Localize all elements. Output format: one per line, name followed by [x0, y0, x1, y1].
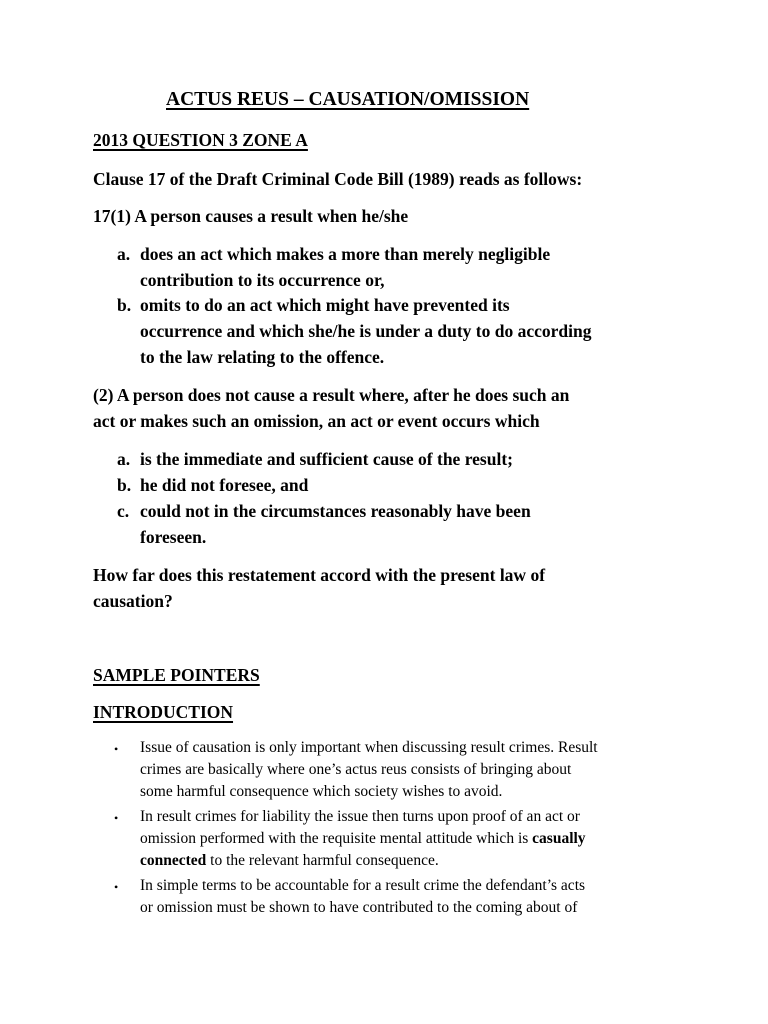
list-marker: b. [117, 295, 132, 315]
list-item-line: omits to do an act which might have prevented its [140, 295, 510, 315]
list-item-line: occurrence and which she/he is under a duty to do according [140, 321, 592, 341]
question-heading: 2013 QUESTION 3 ZONE A [93, 130, 308, 150]
list-marker: a. [117, 449, 131, 469]
bullet-icon: • [114, 811, 119, 825]
list-item-line: foreseen. [140, 527, 207, 547]
bullet-line: In result crimes for liability the issue then turns upon proof of an act or [140, 808, 580, 825]
bullet-text: to the relevant harmful consequence. [206, 852, 439, 869]
bullet-icon: • [114, 742, 119, 756]
bullet-icon: • [114, 880, 119, 894]
clause-intro: Clause 17 of the Draft Criminal Code Bill (1989) reads as follows: [93, 169, 583, 189]
question-text: How far does this restatement accord with the present law of [93, 565, 546, 585]
sample-pointers-heading: SAMPLE POINTERS [93, 665, 260, 685]
bullet-line [140, 852, 439, 870]
document-title: ACTUS REUS – CAUSATION/OMISSION [166, 89, 530, 110]
list-item-line: could not in the circumstances reasonably have been [140, 501, 531, 521]
introduction-heading: INTRODUCTION [93, 702, 234, 722]
bullet-line: or omission must be shown to have contributed to the coming about of [140, 899, 578, 916]
question-text: causation? [93, 591, 173, 611]
bold-term: casually [532, 830, 586, 847]
bullet-text: omission performed with the requisite mental attitude which is [140, 830, 533, 847]
bold-term: connected [140, 852, 207, 869]
bullet-line [140, 830, 586, 848]
list-item-line: to the law relating to the offence. [140, 347, 385, 367]
bullet-line: Issue of causation is only important when discussing result crimes. Result [140, 739, 598, 756]
clause-2-lead: (2) A person does not cause a result where, after he does such an [93, 385, 570, 405]
list-marker: b. [117, 475, 132, 495]
list-item-line: contribution to its occurrence or, [140, 270, 385, 290]
list-item-line: is the immediate and sufficient cause of the result; [140, 449, 513, 469]
bullet-line: In simple terms to be accountable for a result crime the defendant’s acts [140, 877, 586, 894]
bullet-line: some harmful consequence which society wishes to avoid. [140, 783, 503, 800]
list-marker: c. [117, 501, 130, 521]
list-marker: a. [117, 244, 131, 264]
list-item-line: does an act which makes a more than merely negligible [140, 244, 551, 264]
list-item-line: he did not foresee, and [140, 475, 309, 495]
clause-2-lead: act or makes such an omission, an act or event occurs which [93, 411, 540, 431]
clause-1-lead: 17(1) A person causes a result when he/she [93, 206, 409, 226]
bullet-line: crimes are basically where one’s actus reus consists of bringing about [140, 761, 572, 778]
